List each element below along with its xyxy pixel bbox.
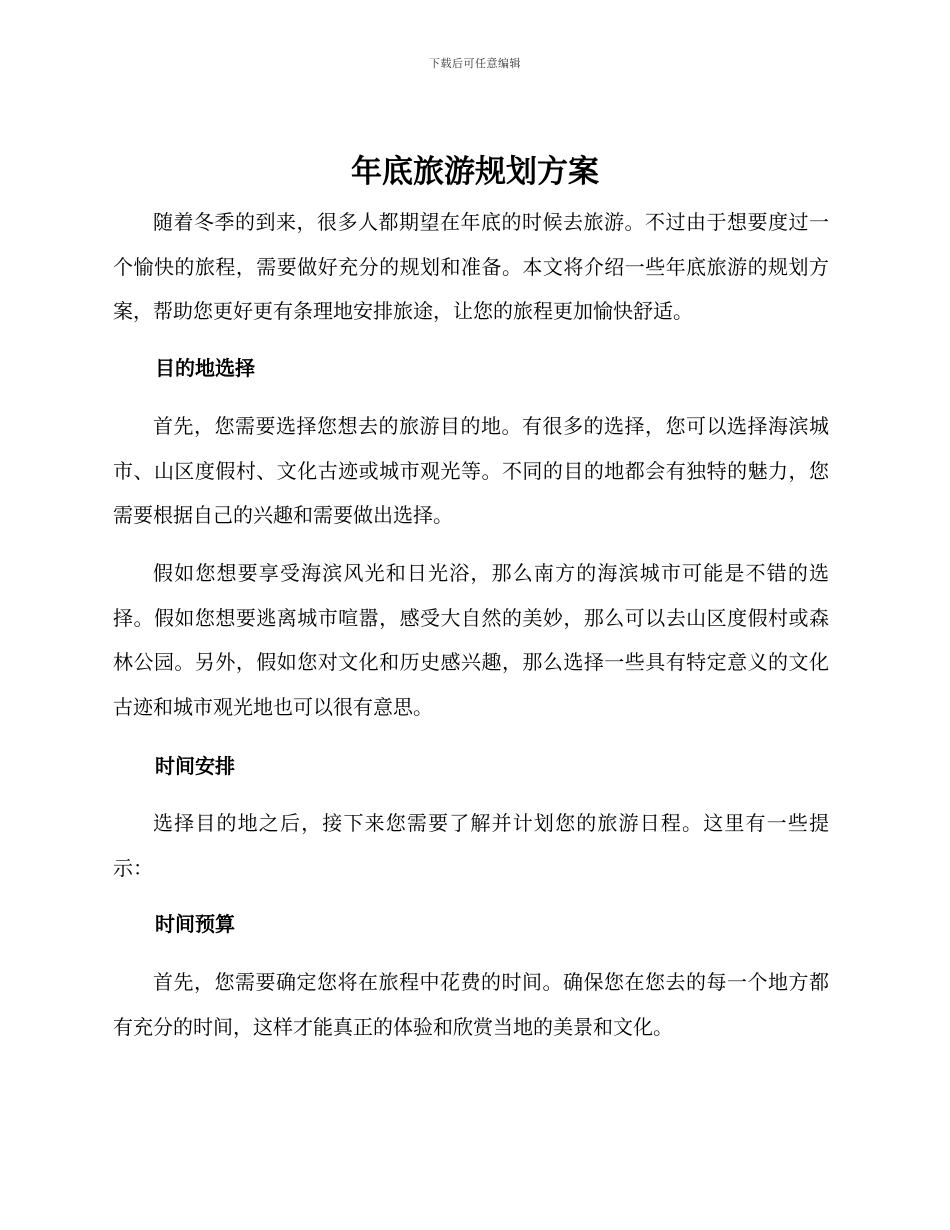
paragraph-destination-2: 假如您想要享受海滨风光和日光浴，那么南方的海滨城市可能是不错的选择。假如您想要逃离城市喧嚣，感受大自然的美妙，那么可以去山区度假村或森林公园。另外，假如您对文化和历史感兴趣，那么选择一些具有特定意义的文化古迹和城市观光地也可以很有意思。 [113,561,829,719]
heading-destination: 目的地选择 [155,356,255,380]
intro-paragraph: 随着冬季的到来，很多人都期望在年底的时候去旅游。不过由于想要度过一个愉快的旅程，需要做好充分的规划和准备。本文将介绍一些年底旅游的规划方案，帮助您更好更有条理地安排旅途，让您的旅程更加愉快舒适。 [113,210,829,323]
paragraph-destination-1: 首先，您需要选择您想去的旅游目的地。有很多的选择，您可以选择海滨城市、山区度假村、文化古迹或城市观光等。不同的目的地都会有独特的魅力，您需要根据自己的兴趣和需要做出选择。 [113,414,829,527]
paragraph-budget: 首先，您需要确定您将在旅程中花费的时间。确保您在您去的每一个地方都有充分的时间，这样才能真正的体验和欣赏当地的美景和文化。 [113,970,829,1039]
heading-budget: 时间预算 [155,912,235,936]
paragraph-time: 选择目的地之后，接下来您需要了解并计划您的旅游日程。这里有一些提示： [113,811,829,880]
header-note: 下载后可任意编辑 [429,57,521,70]
heading-time: 时间安排 [155,754,235,778]
document-title: 年底旅游规划方案 [351,154,599,190]
